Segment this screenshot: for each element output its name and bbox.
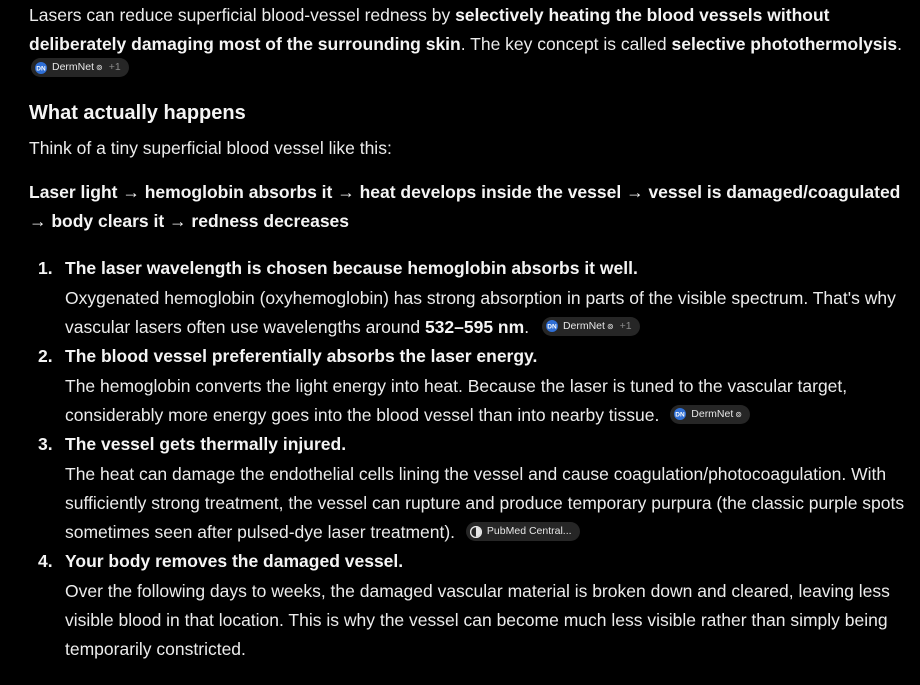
- citation-chip-more: +1: [619, 319, 632, 332]
- dermnet-logo-icon: [674, 408, 686, 420]
- step-text: Over the following days to weeks, the damaged vascular material is broken down and cleared, leaving less visible blood in that location. This is why the vessel can become much less visible rather than simply being temporarily constricted.: [65, 580, 890, 660]
- flow-text: Laser light → hemoglobin absorbs it → heat develops inside the vessel → vessel is damaged/coagulated → body clears it → redness decreases: [29, 181, 901, 232]
- step-title: The laser wavelength is chosen because hemoglobin absorbs it well.: [65, 258, 638, 279]
- step-text-end: .: [524, 317, 530, 338]
- step-text: The hemoglobin converts the light energy into heat. Because the laser is tuned to the vascular target, considerably more energy goes into the blood vessel than into nearby tissue.: [65, 375, 848, 425]
- citation-chip-step-2[interactable]: [670, 405, 750, 424]
- intro-text-3: .: [897, 34, 903, 55]
- list-item: [29, 254, 909, 342]
- list-item: [29, 342, 909, 430]
- step-number: 4.: [38, 551, 53, 572]
- flow-diagram-text: [29, 178, 909, 237]
- intro-paragraph: [29, 1, 909, 60]
- svg-text:DN: DN: [675, 411, 685, 419]
- step-text: Oxygenated hemoglobin (oxyhemoglobin) has strong absorption in parts of the visible spectrum. That's why vascular lasers often use wavelengths around: [65, 287, 896, 338]
- citation-chip-more: +1: [108, 61, 121, 74]
- citation-chip-label: DermNet: [691, 407, 734, 420]
- intro-bold-1: selectively heating the blood vessels without deliberately damaging most of the surrounding skin: [29, 5, 830, 55]
- svg-text:DN: DN: [36, 65, 46, 73]
- list-item: [29, 430, 909, 547]
- dermnet-logo-icon: [546, 320, 558, 332]
- step-number: 2.: [38, 346, 53, 367]
- citation-chip-step-3[interactable]: [466, 522, 580, 541]
- citation-chip-label: DermNet: [52, 61, 95, 74]
- citation-chip-label: DermNet: [562, 319, 605, 332]
- pubmed-central-logo-icon: [470, 526, 482, 538]
- dermnet-logo-icon: [35, 62, 47, 74]
- chat-response: [29, 1, 909, 665]
- badge-icon: ⊚: [606, 321, 614, 331]
- intro-text-1: Lasers can reduce superficial blood-vessel redness by: [29, 5, 456, 25]
- step-title: The vessel gets thermally injured.: [65, 434, 347, 455]
- badge-icon: ⊚: [735, 409, 742, 419]
- intro-text-2: . The key concept is called: [460, 34, 672, 55]
- svg-text:DN: DN: [547, 324, 557, 332]
- citation-chip-intro[interactable]: [31, 58, 129, 77]
- step-number: 1.: [38, 258, 53, 279]
- step-bold: 532–595 nm: [424, 317, 525, 338]
- badge-icon: ⊚: [96, 63, 103, 73]
- citation-chip-step-1[interactable]: [542, 317, 640, 336]
- step-number: 3.: [38, 434, 53, 455]
- citation-chip-label: PubMed Central...: [486, 525, 572, 538]
- section-heading: What actually happens: [29, 101, 246, 124]
- step-title: The blood vessel preferentially absorbs the laser energy.: [65, 346, 538, 367]
- step-text: The heat can damage the endothelial cells lining the vessel and cause coagulation/photocoagulation. With sufficiently strong treatment, the vessel can rupture and produce temporary purpura (the classic purple spots sometimes seen after pulsed-dye laser treatment).: [65, 463, 905, 543]
- steps-list: [29, 254, 909, 664]
- step-title: Your body removes the damaged vessel.: [65, 551, 404, 572]
- section-lead: Think of a tiny superficial blood vessel like this:: [29, 137, 392, 158]
- list-item: [29, 547, 909, 664]
- intro-bold-2: selective photothermolysis: [671, 34, 898, 55]
